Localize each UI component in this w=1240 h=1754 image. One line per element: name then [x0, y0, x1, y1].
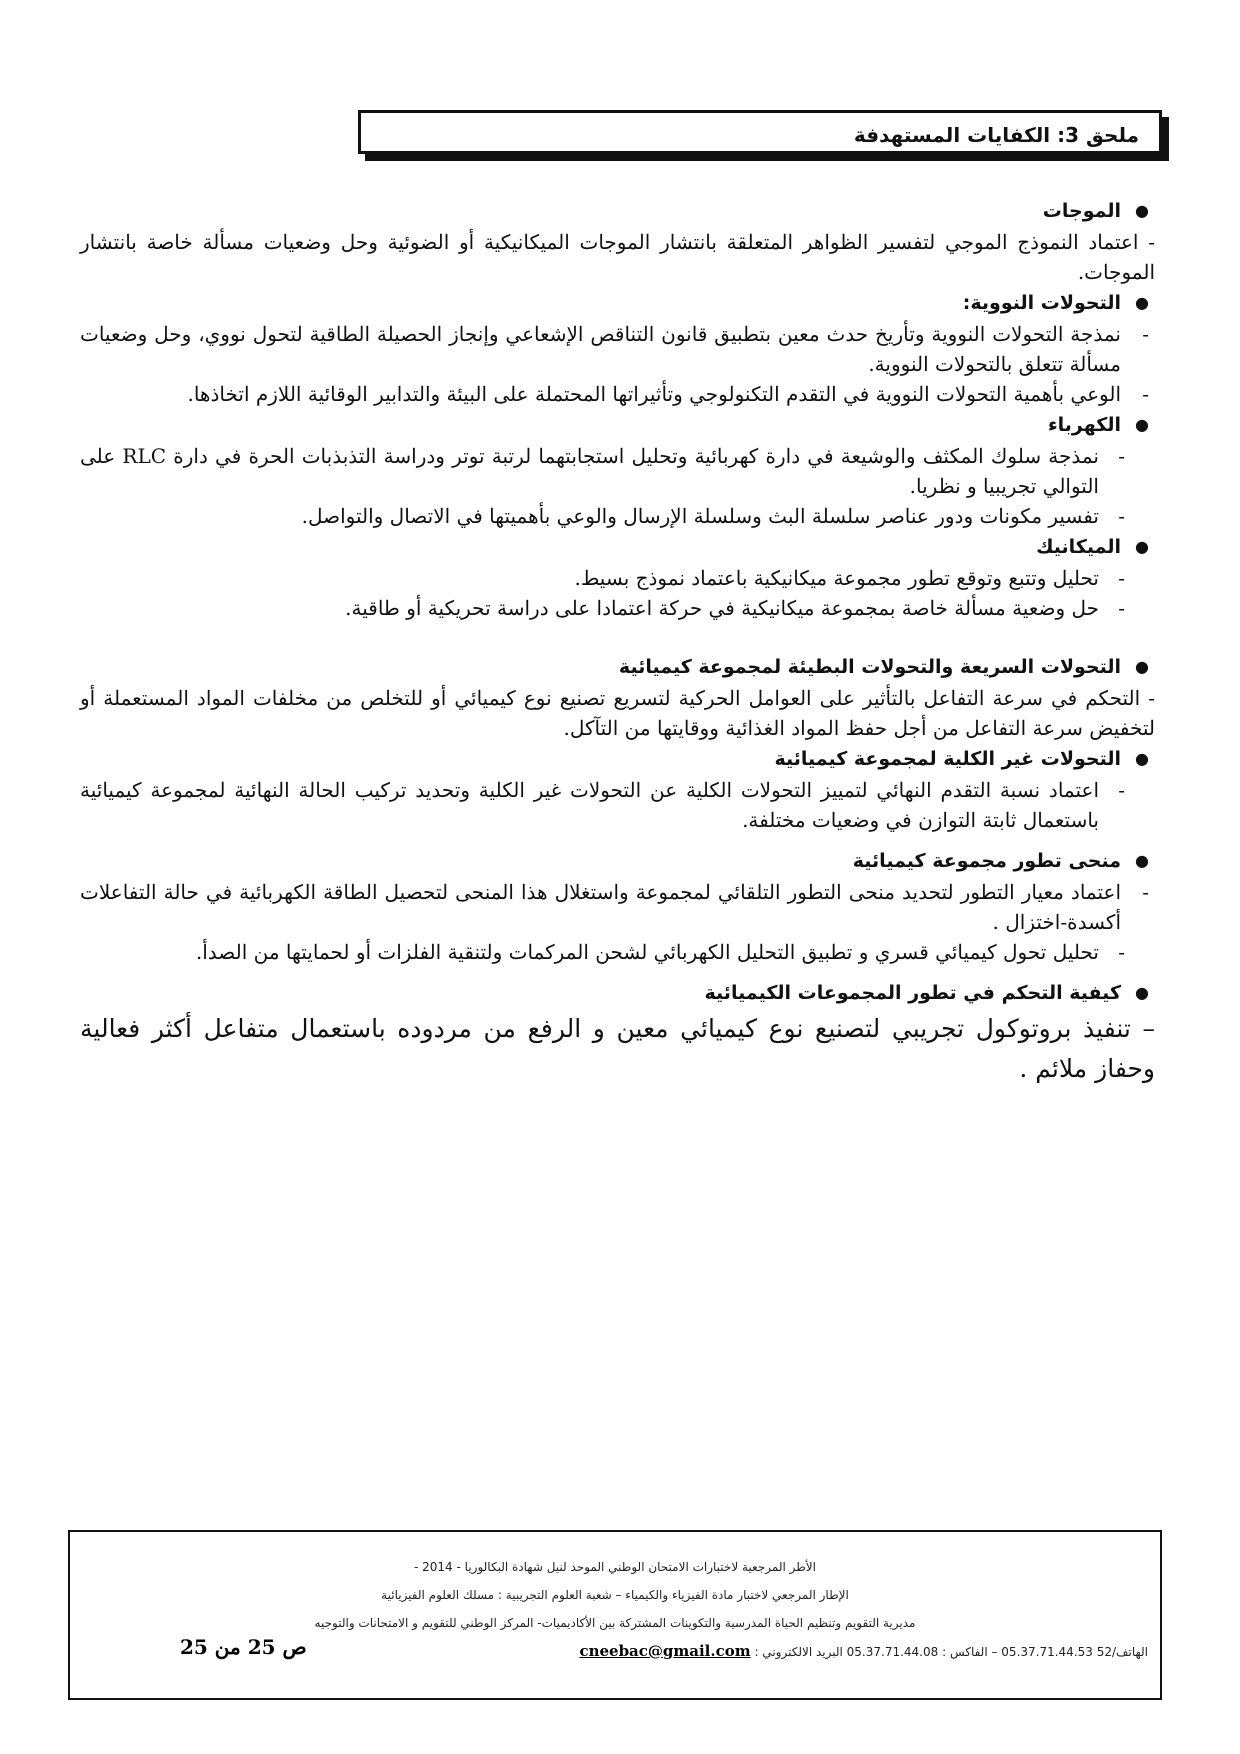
section-title-evolution: ● منحى تطور مجموعة كيميائية — [80, 845, 1155, 877]
bullet-icon: ● — [1135, 293, 1149, 312]
bullet-icon: ● — [1135, 851, 1149, 870]
bullet-icon: ● — [1135, 537, 1149, 556]
bullet-icon: ● — [1135, 415, 1149, 434]
list-item: - نمذجة سلوك المكثف والوشيعة في دارة كهربائية وتحليل استجابتهما لرتبة توتر ودراسة التذبذبات الحرة في دارة RLC على التوالي تجريبيا و نظريا. — [80, 444, 1125, 498]
list-item: - تحليل وتتبع وتوقع تطور مجموعة ميكانيكية باعتماد نموذج بسيط. — [574, 566, 1125, 590]
list-item: - تحليل تحول كيميائي قسري و تطبيق التحليل الكهربائي لشحن المركمات ولتنقية الفلزات أو لحمايتها من الصدأ. — [195, 940, 1125, 964]
section-title-equilibrium: ● التحولات غير الكلية لمجموعة كيميائية — [80, 743, 1155, 775]
footer-line-2: الإطار المرجعي لاختبار مادة الفيزياء والكيمياء – شعبة العلوم التجريبية : مسلك العلوم الفيزيائية — [381, 1588, 849, 1602]
bullet-icon: ● — [1135, 749, 1149, 768]
page-footer — [68, 1530, 1162, 1700]
section-title-nuclear: ● التحولات النووية: — [80, 287, 1155, 319]
list-item: - نمذجة التحولات النووية وتأريخ حدث معين بتطبيق قانون التناقص الإشعاعي وإنجاز الحصيلة الطاقية لتحول نووي، وحل وضعيات مسألة تتعلق بالتحولات النووية. — [80, 322, 1149, 376]
section-text-kinetics: - التحكم في سرعة التفاعل بالتأثير على العوامل الحركية لتسريع تصنيع نوع كيميائي أو للتخلص من مخلفات المواد المستعملة أو لتخفيض سرعة التفاعل من أجل حفظ المواد الغذائية ووقايتها من التآكل. — [80, 686, 1155, 740]
section-text-control: – تنفيذ بروتوكول تجريبي لتصنيع نوع كيميائي معين و الرفع من مردوده باستعمال متفاعل أكثر فعالية وحفاز ملائم . — [80, 1014, 1155, 1083]
competencies-content — [80, 195, 1155, 1089]
list-item: - الوعي بأهمية التحولات النووية في التقدم التكنولوجي وتأثيراتها المحتملة على البيئة والتدابير الوقائية اللازم اتخاذها. — [187, 382, 1149, 406]
footer-line-3: مديرية التقويم وتنظيم الحياة المدرسية والتكوينات المشتركة بين الأكاديميات- المركز الوطني للتقويم و الامتحانات والتوجيه — [314, 1616, 916, 1630]
bullet-icon: ● — [1135, 983, 1149, 1002]
section-title-mechanics: ● الميكانيك — [80, 531, 1155, 563]
bullet-icon: ● — [1135, 201, 1149, 220]
list-item: - اعتماد نسبة التقدم النهائي لتمييز التحولات الكلية عن التحولات غير الكلية وتحديد تركيب الحالة النهائية لمجموعة كيميائية باستعمال ثابتة التوازن في وضعيات مختلفة. — [80, 778, 1125, 832]
list-item: - تفسير مكونات ودور عناصر سلسلة البث وسلسلة الإرسال والوعي بأهميتها في الاتصال والتواصل. — [301, 504, 1125, 528]
page-number: ص 25 من 25 — [180, 1635, 307, 1659]
footer-line-1: الأطر المرجعية لاختبارات الامتحان الوطني الموحد لنيل شهادة البكالوريا - 2014 - — [414, 1560, 816, 1574]
list-item: - حل وضعية مسألة خاصة بمجموعة ميكانيكية في حركة اعتمادا على دراسة تحريكية أو طاقية. — [345, 596, 1125, 620]
section-text-waves: - اعتماد النموذج الموجي لتفسير الظواهر المتعلقة بانتشار الموجات الميكانيكية أو الضوئية وحل وضعيات مسألة خاصة بانتشار الموجات. — [80, 230, 1155, 284]
contact-info: الهاتف/52 05.37.71.44.53 – الفاكس : 05.37.71.44.08 البريد الالكتروني : — [754, 1645, 1148, 1659]
appendix-title-box — [358, 110, 1162, 154]
list-item: - اعتماد معيار التطور لتحديد منحى التطور التلقائي لمجموعة واستغلال هذا المنحى لتحصيل الطاقة الكهربائية في حالة التفاعلات أكسدة-اختزال . — [80, 880, 1149, 934]
appendix-title: ملحق 3: الكفايات المستهدفة — [853, 123, 1139, 147]
section-title-electricity: ● الكهرباء — [80, 409, 1155, 441]
bullet-icon: ● — [1135, 657, 1149, 676]
section-title-waves: ● الموجات — [80, 195, 1155, 227]
section-title-kinetics: ● التحولات السريعة والتحولات البطيئة لمجموعة كيميائية — [80, 651, 1155, 683]
email-link[interactable]: cneebac@gmail.com — [579, 1642, 751, 1660]
section-title-control: ● كيفية التحكم في تطور المجموعات الكيميائية — [80, 977, 1155, 1009]
footer-contact — [579, 1642, 1148, 1660]
